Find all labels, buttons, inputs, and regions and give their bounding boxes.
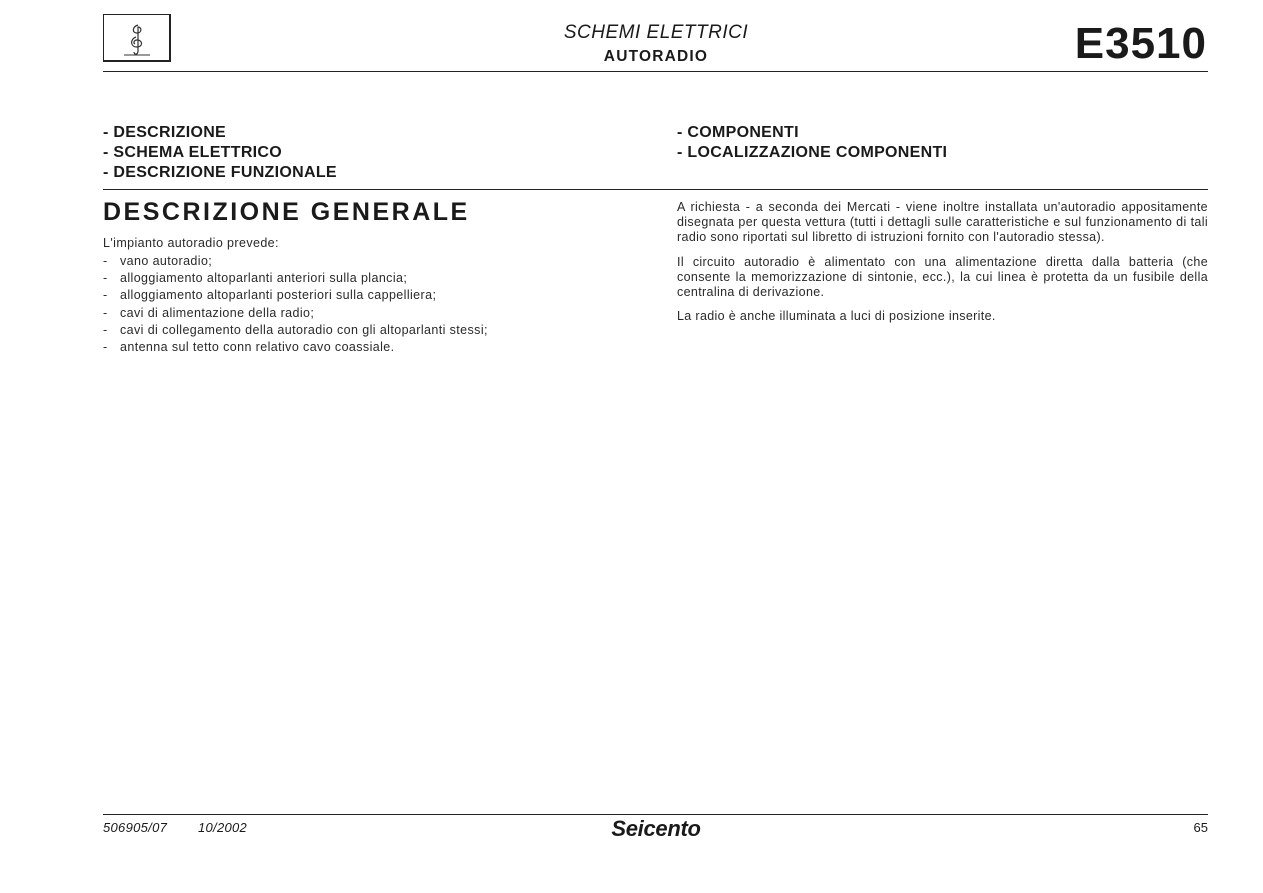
section-heading: DESCRIZIONE GENERALE [103, 198, 470, 226]
list-item-text: alloggiamento altoparlanti anteriori sulla plancia; [120, 271, 408, 286]
list-item-text: alloggiamento altoparlanti posteriori sulla cappelliera; [120, 288, 437, 303]
list-marker: - [103, 271, 108, 286]
index-item[interactable]: - LOCALIZZAZIONE COMPONENTI [677, 144, 948, 161]
treble-clef-icon [104, 15, 170, 61]
list-item [103, 253, 488, 270]
list-marker: - [103, 340, 108, 355]
section-title: SCHEMI ELETTRICI [563, 22, 749, 43]
header-divider [103, 71, 1208, 72]
list-item [103, 270, 488, 287]
footer-divider [103, 814, 1208, 815]
component-list [103, 253, 488, 356]
list-item [103, 322, 488, 339]
list-item-text: vano autoradio; [120, 254, 213, 268]
list-marker: - [103, 322, 108, 337]
list-item [103, 305, 488, 322]
list-item-text: cavi di alimentazione della radio; [120, 305, 315, 320]
list-item-text: cavi di collegamento della autoradio con gli altoparlanti stessi; [120, 322, 488, 337]
index-list-right [677, 123, 947, 163]
list-item-text: antenna sul tetto conn relativo cavo coassiale. [120, 340, 395, 355]
index-item[interactable]: - SCHEMA ELETTRICO [103, 144, 283, 161]
section-icon-box [103, 14, 171, 62]
list-marker: - [103, 288, 108, 303]
document-code: E3510 [1074, 19, 1207, 68]
index-item[interactable]: - COMPONENTI [677, 124, 799, 141]
paragraph: A richiesta - a seconda dei Mercati - viene inoltre installata un'autoradio appositamente disegnata per questa vettura (tutti i dettagli sulle caratteristiche e sul funzionamento di tali radio sono riportati sul libretto di istruzioni fornito con l'autoradio stessa). [677, 200, 1208, 245]
list-marker: - [103, 305, 108, 320]
paragraph: La radio è anche illuminata a luci di posizione inserite. [677, 309, 996, 324]
index-item[interactable]: - DESCRIZIONE FUNZIONALE [103, 164, 337, 181]
index-divider [103, 189, 1208, 190]
list-item [103, 287, 488, 304]
footer-doc-code: 506905/07 [103, 820, 168, 835]
intro-text: L'impianto autoradio prevede: [103, 236, 279, 250]
list-marker: - [103, 254, 108, 268]
list-item [103, 339, 488, 356]
page-number: 65 [1193, 820, 1208, 835]
index-item[interactable]: - DESCRIZIONE [103, 124, 227, 141]
subsection-title: AUTORADIO [603, 48, 709, 65]
paragraph: Il circuito autoradio è alimentato con una alimentazione diretta dalla batteria (che consente la memorizzazione di sintonie, ecc.), la cui linea è protetta da un fusibile della centralina di derivazione. [677, 254, 1208, 300]
footer-date: 10/2002 [198, 820, 248, 835]
index-list-left [103, 123, 337, 183]
description-column [677, 200, 1208, 333]
footer-model-name: Seicento [611, 816, 701, 841]
